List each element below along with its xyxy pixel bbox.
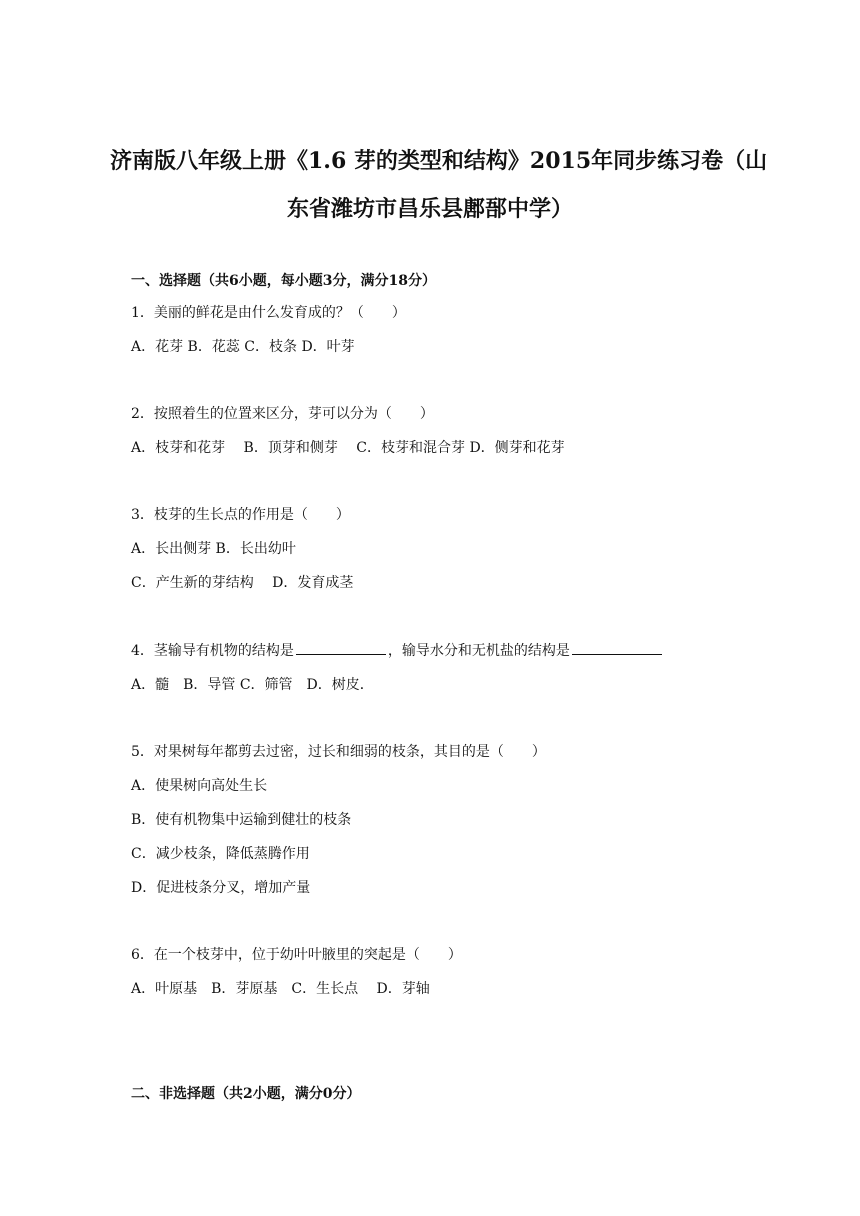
question-2-stem: 2．按照着生的位置来区分，芽可以分为（ ） <box>131 406 434 422</box>
section-heading-non-choice: 二、非选择题（共2小题，满分0分） <box>131 1086 361 1102</box>
question-5-option-d: D．促进枝条分叉，增加产量 <box>131 880 311 896</box>
question-3-stem: 3．枝芽的生长点的作用是（ ） <box>131 507 350 523</box>
question-5-option-c: C．减少枝条，降低蒸腾作用 <box>131 846 310 862</box>
document-title-line-2: 东省潍坊市昌乐县鄌郚中学） <box>286 196 573 222</box>
question-1-stem: 1．美丽的鲜花是由什么发育成的？（ ） <box>131 305 406 321</box>
document-title-line-1: 济南版八年级上册《1.6 芽的类型和结构》2015年同步练习卷（山 <box>110 148 768 174</box>
question-2-options: A．枝芽和花芽 B．顶芽和侧芽 C．枝芽和混合芽 D．侧芽和花芽 <box>131 440 565 456</box>
question-6-stem: 6．在一个枝芽中，位于幼叶叶腋里的突起是（ ） <box>131 947 462 963</box>
question-5-option-a: A．使果树向高处生长 <box>131 778 268 794</box>
answer-blank-1[interactable] <box>296 642 386 655</box>
question-4-stem-part-2: ，输导水分和无机盐的结构是 <box>387 643 570 659</box>
question-5-option-b: B．使有机物集中运输到健壮的枝条 <box>131 812 352 828</box>
question-4-stem <box>131 642 664 660</box>
question-4-options: A．髓 B．导管 C．筛管 D．树皮． <box>131 677 374 693</box>
question-4-stem-part-1: 4．茎输导有机物的结构是 <box>131 643 294 659</box>
question-3-option-line-2: C．产生新的芽结构 D．发育成茎 <box>131 575 354 591</box>
question-3-option-line-1: A．长出侧芽 B．长出幼叶 <box>131 541 296 557</box>
section-heading-choice: 一、选择题（共6小题，每小题3分，满分18分） <box>131 273 436 289</box>
question-6-options: A．叶原基 B．芽原基 C．生长点 D．芽轴 <box>131 981 430 997</box>
question-1-options: A．花芽 B．花蕊 C．枝条 D．叶芽 <box>131 339 355 355</box>
question-5-stem: 5．对果树每年都剪去过密，过长和细弱的枝条，其目的是（ ） <box>131 744 546 760</box>
answer-blank-2[interactable] <box>572 642 662 655</box>
